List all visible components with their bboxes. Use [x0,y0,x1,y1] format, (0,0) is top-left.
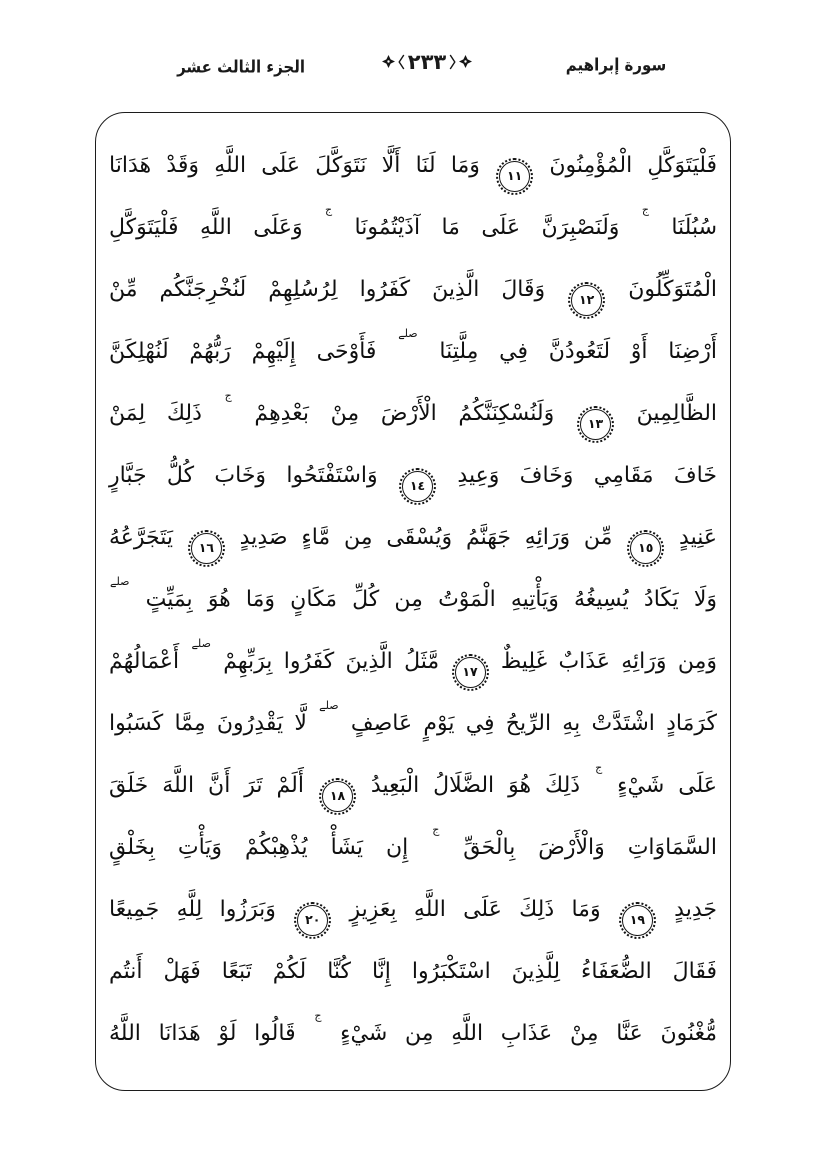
quran-text: قَالُوا لَوْ هَدَانَا اللَّهُ [109,1021,296,1046]
quran-line: السَّمَاوَاتِ وَالْأَرْضَ بِالْحَقِّ ج إِن يَشَأْ يُذْهِبْكُمْ وَيَأْتِ بِخَلْقٍ [109,823,718,860]
quran-line: مُّغْنُونَ عَنَّا مِنْ عَذَابِ اللَّهِ مِن شَيْءٍ ج قَالُوا لَوْ هَدَانَا اللَّهُ [109,1009,717,1046]
quran-text: وَمِن وَرَائِهِ عَذَابٌ غَلِيظٌ [500,649,718,674]
quran-text: وَلَنُسْكِنَنَّكُمُ الْأَرْضَ مِنْ بَعْدِهِمْ [254,401,555,426]
quran-text: وَمَا لَنَا أَلَّا نَتَوَكَّلَ عَلَى اللَّهِ وَقَدْ هَدَانَا [109,153,480,178]
quran-text: مِّن وَرَائِهِ جَهَنَّمُ وَيُسْقَى مِن مَّاءٍ صَدِيدٍ [239,525,613,550]
quran-text: جَدِيدٍ [674,897,717,922]
ayah-marker: ١٦ [191,533,222,564]
ayah-marker: ٢٠ [297,905,328,936]
ayah-marker: ١٢ [571,285,602,316]
quran-text: عَنِيدٍ [679,525,717,550]
quran-line [109,507,717,568]
quran-line: عَلَى شَيْءٍ ج ذَلِكَ هُوَ الضَّلَالُ الْبَعِيدُ ١٨ أَلَمْ تَرَ أَنَّ اللَّهَ خَلَقَ [109,755,717,816]
quran-text: وَبَرَزُوا لِلَّهِ جَمِيعًا [109,897,276,922]
ayah-marker: ١٩ [622,905,653,936]
quran-text: لَّا يَقْدِرُونَ مِمَّا كَسَبُوا [109,711,307,736]
quran-text: أَلَمْ تَرَ أَنَّ اللَّهَ خَلَقَ [109,773,304,798]
surah-label: سورة إبراهيم [565,54,667,76]
quran-text: ذَلِكَ هُوَ الضَّلَالُ الْبَعِيدُ [370,773,581,798]
ornament-bracket-left-icon [381,54,396,70]
quran-text: عَلَى شَيْءٍ [617,773,717,798]
quran-line: وَلَا يَكَادُ يُسِيغُهُ وَيَأْتِيهِ الْمَوْتُ مِن كُلِّ مَكَانٍ وَمَا هُوَ بِمَيِّتٍ صلے [110,575,717,612]
quran-line [109,445,717,506]
quran-text: أَرْضِنَا أَوْ لَتَعُودُنَّ فِي مِلَّتِنَا [439,339,718,364]
quran-text: إِن يَشَأْ يُذْهِبْكُمْ وَيَأْتِ بِخَلْقٍ [109,835,409,860]
quran-text: خَافَ مَقَامِي وَخَافَ وَعِيدِ [457,463,717,488]
quran-text: الْمُتَوَكِّلُونَ [628,277,718,302]
quran-line [109,259,717,320]
quran-text: ذَلِكَ لِمَنْ [109,401,202,426]
ayah-marker: ١١ [499,161,530,192]
quran-text: وَقَالَ الَّذِينَ كَفَرُوا لِرُسُلِهِمْ لَنُخْرِجَنَّكُم مِّنْ [109,277,546,302]
text-frame [95,112,731,1091]
quran-text: مَّثَلُ الَّذِينَ كَفَرُوا بِرَبِّهِمْ [223,649,440,674]
ayah-marker: ١٥ [630,533,661,564]
quran-text: يَتَجَرَّعُهُ [109,525,174,550]
quran-text: وَلَنَصْبِرَنَّ عَلَى مَا آذَيْتُمُونَا [354,215,620,240]
ayah-marker: ١٨ [322,781,353,812]
quran-text: كَرَمَادٍ اشْتَدَّتْ بِهِ الرِّيحُ فِي يَوْمٍ عَاصِفٍ [350,711,718,736]
quran-text: فَلْيَتَوَكَّلِ الْمُؤْمِنُونَ [549,153,718,178]
ayah-marker: ١٤ [402,471,433,502]
quran-line [109,135,717,196]
quran-text: وَعَلَى اللَّهِ فَلْيَتَوَكَّلِ [109,215,303,240]
quran-text: وَمَا ذَلِكَ عَلَى اللَّهِ بِعَزِيزٍ [349,897,601,922]
quran-line [109,879,717,940]
quran-text: وَاسْتَفْتَحُوا وَخَابَ كُلُّ جَبَّارٍ [109,463,378,488]
quran-line [109,941,717,1002]
juz-label: الجزء الثالث عشر [177,56,305,78]
quran-line: سُبُلَنَا ج وَلَنَصْبِرَنَّ عَلَى مَا آذَيْتُمُونَا ج وَعَلَى اللَّهِ فَلْيَتَوَكَّلِ [109,203,718,240]
quran-text: وَلَا يَكَادُ يُسِيغُهُ وَيَأْتِيهِ الْمَوْتُ مِن كُلِّ مَكَانٍ وَمَا هُوَ بِمَيِّتٍ [145,587,717,612]
quran-text: سُبُلَنَا [671,215,718,240]
quran-line: وَمِن وَرَائِهِ عَذَابٌ غَلِيظٌ ١٧ مَّثَلُ الَّذِينَ كَفَرُوا بِرَبِّهِمْ صلے أَعْمَالُهُمْ [109,631,717,692]
quran-text: مُّغْنُونَ عَنَّا مِنْ عَذَابِ اللَّهِ مِن شَيْءٍ [340,1021,717,1046]
ornament-bracket-right-icon [458,54,473,70]
quran-text: السَّمَاوَاتِ وَالْأَرْضَ بِالْحَقِّ [463,835,718,860]
quran-line: كَرَمَادٍ اشْتَدَّتْ بِهِ الرِّيحُ فِي يَوْمٍ عَاصِفٍ صلے لَّا يَقْدِرُونَ مِمَّا كَسَبُوا [109,699,718,736]
quran-text: فَقَالَ الضُّعَفَاءُ لِلَّذِينَ اسْتَكْبَرُوا إِنَّا كُنَّا لَكُمْ تَبَعًا فَهَلْ أَنتُم [109,959,717,984]
ornament-chevron-right-icon [449,53,456,71]
ayah-marker: ١٣ [580,409,611,440]
page-number-group [372,50,482,74]
ayah-marker: ١٧ [455,657,486,688]
quran-line: أَرْضِنَا أَوْ لَتَعُودُنَّ فِي مِلَّتِنَا صلے فَأَوْحَى إِلَيْهِمْ رَبُّهُمْ لَنُهْلِكَنَّ [109,327,718,364]
quran-text: فَأَوْحَى إِلَيْهِمْ رَبُّهُمْ لَنُهْلِكَنَّ [109,339,377,364]
quran-text: أَعْمَالُهُمْ [109,649,180,674]
page-number: ٢٣٣ [407,50,447,74]
ornament-chevron-left-icon [398,53,405,71]
quran-text: الظَّالِمِينَ [636,401,718,426]
quran-line: الظَّالِمِينَ ١٣ وَلَنُسْكِنَنَّكُمُ الْأَرْضَ مِنْ بَعْدِهِمْ ج ذَلِكَ لِمَنْ [109,383,717,444]
